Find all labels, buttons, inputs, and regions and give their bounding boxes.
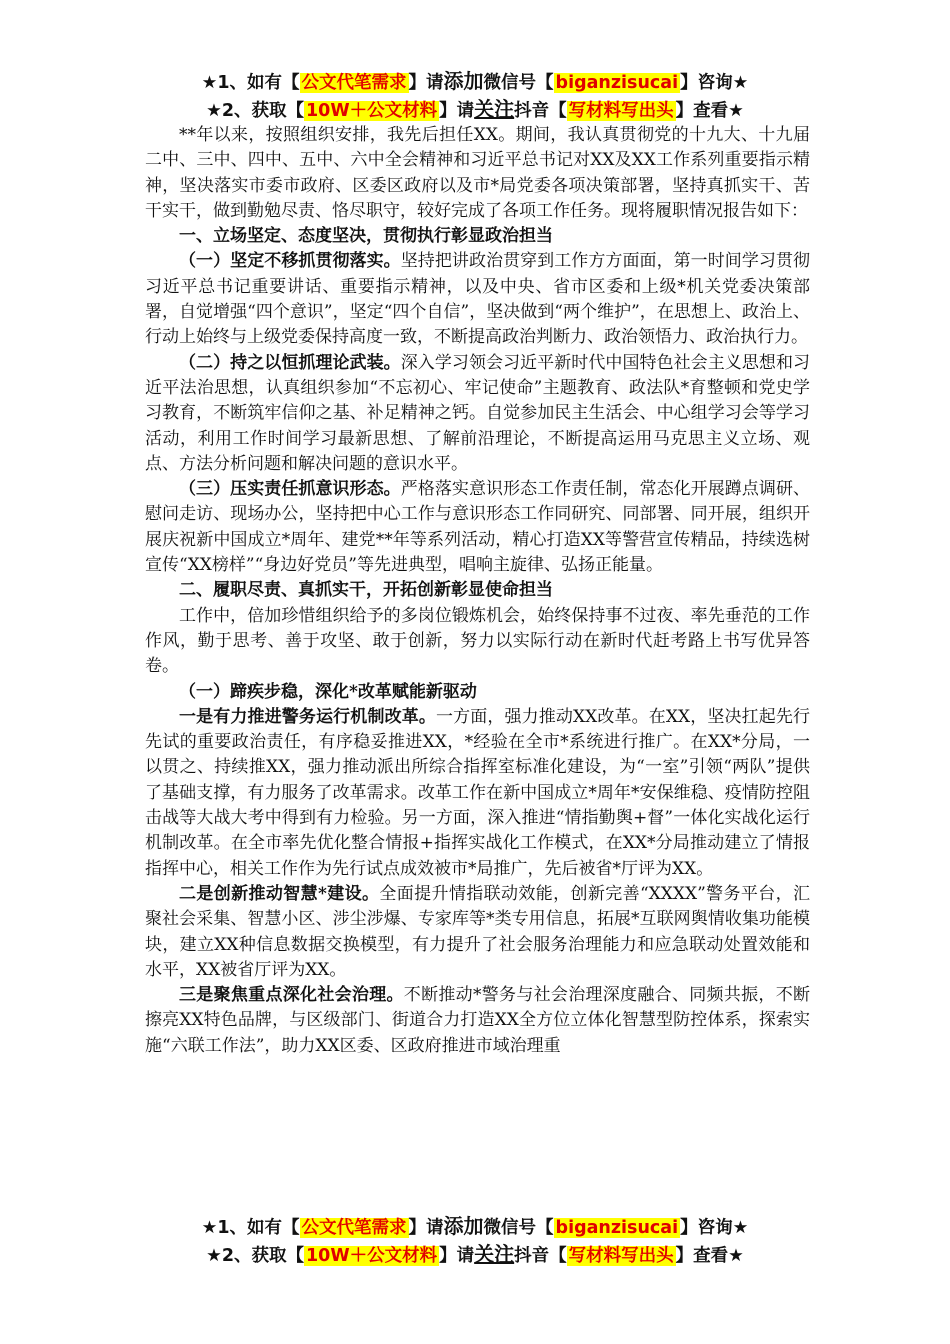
paragraph-text: 一方面，强力推动XX改革。在XX，坚决扛起先行先试的重要政治责任，有序稳妥推进XX，*经验在全市*系统进行推广。在XX*分局，一以贯之、持续推XX，强力推动派出所综合指挥室标准化建设，为“一室”引领“两队”提供了基础支撑，有力服务了改革需求。改革工作在新中国成立*周年*安保维稳、疫情防控阻击战等大战大考中得到有力检验。另一方面，深入推进“情指勤舆+督”一体化实战化运行机制改革。在全市率先优化整合情报+指挥实战化工作模式，在XX*分局推动建立了情报指挥中心，相关工作作为先行试点成效被市*局推广，先后被省*厅评为XX。 [145,706,810,879]
banner-text: 】请 [439,1246,475,1266]
banner-emphasis: 关注 [474,97,515,121]
banner-line-2 [0,96,950,124]
heading-text: 一、立场坚定、态度坚决，贯彻执行彰显政治担当 [179,226,553,247]
paragraph-lead: （二）持之以恒抓理论武装。 [179,352,401,373]
paragraph-text: 工作中，倍加珍惜组织给予的多岗位锻炼机会，始终保持事不过夜、率先垂范的工作作风，勤于思考、善于攻坚、敢于创新，努力以实际行动在新时代赶考路上书写优异答卷。 [145,605,810,677]
paragraph [145,604,810,680]
banner-text: 】咨询★ [680,1218,749,1238]
document-body [145,123,810,1059]
paragraph-lead: （三）压实责任抓意识形态。 [179,479,401,500]
banner-highlight: 10W＋公文材料 [306,101,438,121]
paragraph [145,705,810,882]
banner-text: 】咨询★ [680,73,749,93]
banner-line-1 [0,68,950,96]
banner-text: 】查看★ [675,1246,744,1266]
banner-text: ★2、获取【 [206,1246,304,1266]
paragraph [145,351,810,477]
section-heading [145,578,810,603]
banner-highlight: biganzisucai [555,1218,679,1238]
paragraph-lead: 二是创新推动智慧*建设。 [179,883,380,904]
paragraph-text: 全面提升情指联动效能，创新完善“XXXX”警务平台，汇聚社会采集、智慧小区、涉尘涉爆、专家库等*类专用信息，拓展*互联网舆情收集功能模块，建立XX种信息数据交换模型，有力提升了社会服务治理能力和应急联动处置效能和水平，XX被省厅评为XX。 [145,883,811,980]
banner-highlight: 写材料写出头 [568,1246,674,1266]
banner-line-2 [0,1241,950,1269]
header-banner [0,68,950,124]
banner-highlight: 公文代笔需求 [301,1218,407,1238]
banner-text: ★2、获取【 [206,101,304,121]
banner-highlight: 写材料写出头 [568,101,674,121]
paragraph-lead: 三是聚焦重点深化社会治理。 [179,985,404,1006]
banner-text: 】请 [408,73,444,93]
banner-text: 】查看★ [675,101,744,121]
paragraph-text: 坚持把讲政治贯穿到工作方方面面，第一时间学习贯彻习近平总书记重要讲话、重要指示精神，以及中央、省市区委和上级*机关党委决策部署，自觉增强“四个意识”，坚定“四个自信”，坚决做到“两个维护”，在思想上、政治上、行动上始终与上级党委保持高度一致，不断提高政治判断力、政治领悟力、政治执行力。 [145,251,811,348]
heading-text: （一）蹄疾步稳，深化*改革赋能新驱动 [179,681,477,702]
footer-banner [0,1213,950,1269]
banner-text: 微信号【 [483,1218,554,1238]
banner-emphasis: 添加 [443,69,484,93]
paragraph-text: 严格落实意识形态工作责任制，常态化开展蹲点调研、慰问走访、现场办公，坚持把中心工作与意识形态工作同研究、同部署、同开展，组织开展庆祝新中国成立*周年、建党**年等系列活动，精心打造XX等警营宣传精品，持续选树宣传“XX榜样”“身边好党员”等先进典型，唱响主旋律、弘扬正能量。 [145,479,811,576]
banner-text: 】请 [408,1218,444,1238]
banner-text: 抖音【 [514,101,567,121]
subsection-heading [145,680,810,705]
banner-emphasis: 添加 [443,1214,484,1238]
banner-line-1 [0,1213,950,1241]
paragraph [145,882,810,983]
banner-emphasis: 关注 [474,1242,515,1266]
banner-text: ★1、如有【 [201,1218,300,1238]
paragraph [145,249,810,350]
paragraph-text: 不断推动*警务与社会治理深度融合、同频共振，不断擦亮XX特色品牌，与区级部门、街道合力打造XX全方位立体化智慧型防控体系，探索实施“六联工作法”，助力XX区委、区政府推进市域治理重 [145,985,811,1056]
banner-text: 抖音【 [514,1246,567,1266]
banner-text: 微信号【 [483,73,554,93]
banner-highlight: 公文代笔需求 [301,73,407,93]
paragraph [145,477,810,578]
paragraph-text: **年以来，按照组织安排，我先后担任XX。期间，我认真贯彻党的十九大、十九届二中、三中、四中、五中、六中全会精神和习近平总书记对XX及XX工作系列重要指示精神，坚决落实市委市政府、区委区政府以及市*局党委各项决策部署，坚持真抓实干、苦干实干，做到勤勉尽责、恪尽职守，较好完成了各项工作任务。现将履职情况报告如下： [145,125,810,221]
heading-text: 二、履职尽责、真抓实干，开拓创新彰显使命担当 [179,580,553,601]
banner-highlight: 10W＋公文材料 [306,1246,438,1266]
paragraph-lead: 一是有力推进警务运行机制改革。 [179,706,436,727]
paragraph [145,123,810,224]
banner-text: 】请 [439,101,475,121]
banner-text: ★1、如有【 [201,73,300,93]
paragraph [145,983,810,1059]
banner-highlight: biganzisucai [555,73,679,93]
section-heading [145,224,810,249]
paragraph-text: 深入学习领会习近平新时代中国特色社会主义思想和习近平法治思想，认真组织参加“不忘初心、牢记使命”主题教育、政法队*育整顿和党史学习教育，不断筑牢信仰之基、补足精神之钙。自觉参加民主生活会、中心组学习会等学习活动，利用工作时间学习最新思想、了解前沿理论，不断提高运用马克思主义立场、观点、方法分析问题和解决问题的意识水平。 [145,352,811,474]
paragraph-lead: （一）坚定不移抓贯彻落实。 [179,251,401,272]
